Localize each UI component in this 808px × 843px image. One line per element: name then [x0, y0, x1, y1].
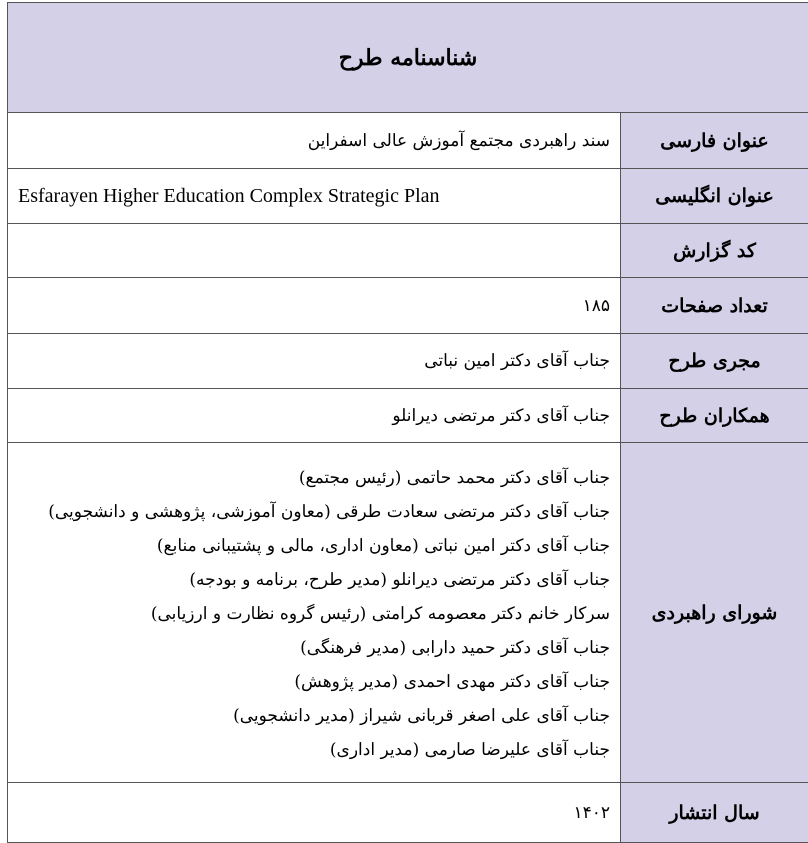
strategic-council-label: شورای راهبردی	[621, 443, 808, 783]
table-row	[8, 334, 808, 389]
page-count-label: تعداد صفحات	[621, 278, 808, 334]
project-executor-value: جناب آقای دکتر امین نباتی	[8, 334, 621, 389]
publication-year-label: سال انتشار	[621, 783, 808, 843]
report-code-label: کد گزارش	[621, 224, 808, 278]
table-row	[8, 113, 808, 169]
list-item: جناب آقای دکتر محمد حاتمی (رئیس مجتمع)	[18, 461, 610, 495]
table-row	[8, 783, 808, 843]
publication-year-value: ۱۴۰۲	[8, 783, 621, 843]
table-row	[8, 169, 808, 224]
project-executor-label: مجری طرح	[621, 334, 808, 389]
list-item: سرکار خانم دکتر معصومه کرامتی (رئیس گروه نظارت و ارزیابی)	[18, 597, 610, 631]
persian-title-label: عنوان فارسی	[621, 113, 808, 169]
table-title: شناسنامه طرح	[8, 3, 808, 113]
council-member-list	[18, 453, 610, 773]
table-row	[8, 278, 808, 334]
report-code-value	[8, 224, 621, 278]
list-item: جناب آقای علی اصغر قربانی شیراز (مدیر دانشجویی)	[18, 699, 610, 733]
table-row	[8, 224, 808, 278]
project-identity-table	[7, 2, 808, 843]
list-item: جناب آقای دکتر امین نباتی (معاون اداری، مالی و پشتیبانی منابع)	[18, 529, 610, 563]
table-row	[8, 443, 808, 783]
strategic-council-members	[8, 443, 621, 783]
persian-title-value: سند راهبردی مجتمع آموزش عالی اسفراین	[8, 113, 621, 169]
list-item: جناب آقای دکتر مرتضی سعادت طرقی (معاون آموزشی، پژوهشی و دانشجویی)	[18, 495, 610, 529]
list-item: جناب آقای دکتر مهدی احمدی (مدیر پژوهش)	[18, 665, 610, 699]
list-item: جناب آقای دکتر حمید دارابی (مدیر فرهنگی)	[18, 631, 610, 665]
table-row	[8, 389, 808, 443]
english-title-label: عنوان انگلیسی	[621, 169, 808, 224]
list-item: جناب آقای علیرضا صارمی (مدیر اداری)	[18, 733, 610, 767]
project-collaborators-label: همکاران طرح	[621, 389, 808, 443]
project-collaborators-value: جناب آقای دکتر مرتضی دیرانلو	[8, 389, 621, 443]
english-title-value: Esfarayen Higher Education Complex Strategic Plan	[8, 169, 621, 224]
page-count-value: ۱۸۵	[8, 278, 621, 334]
header-row	[8, 3, 808, 113]
list-item: جناب آقای دکتر مرتضی دیرانلو (مدیر طرح، برنامه و بودجه)	[18, 563, 610, 597]
